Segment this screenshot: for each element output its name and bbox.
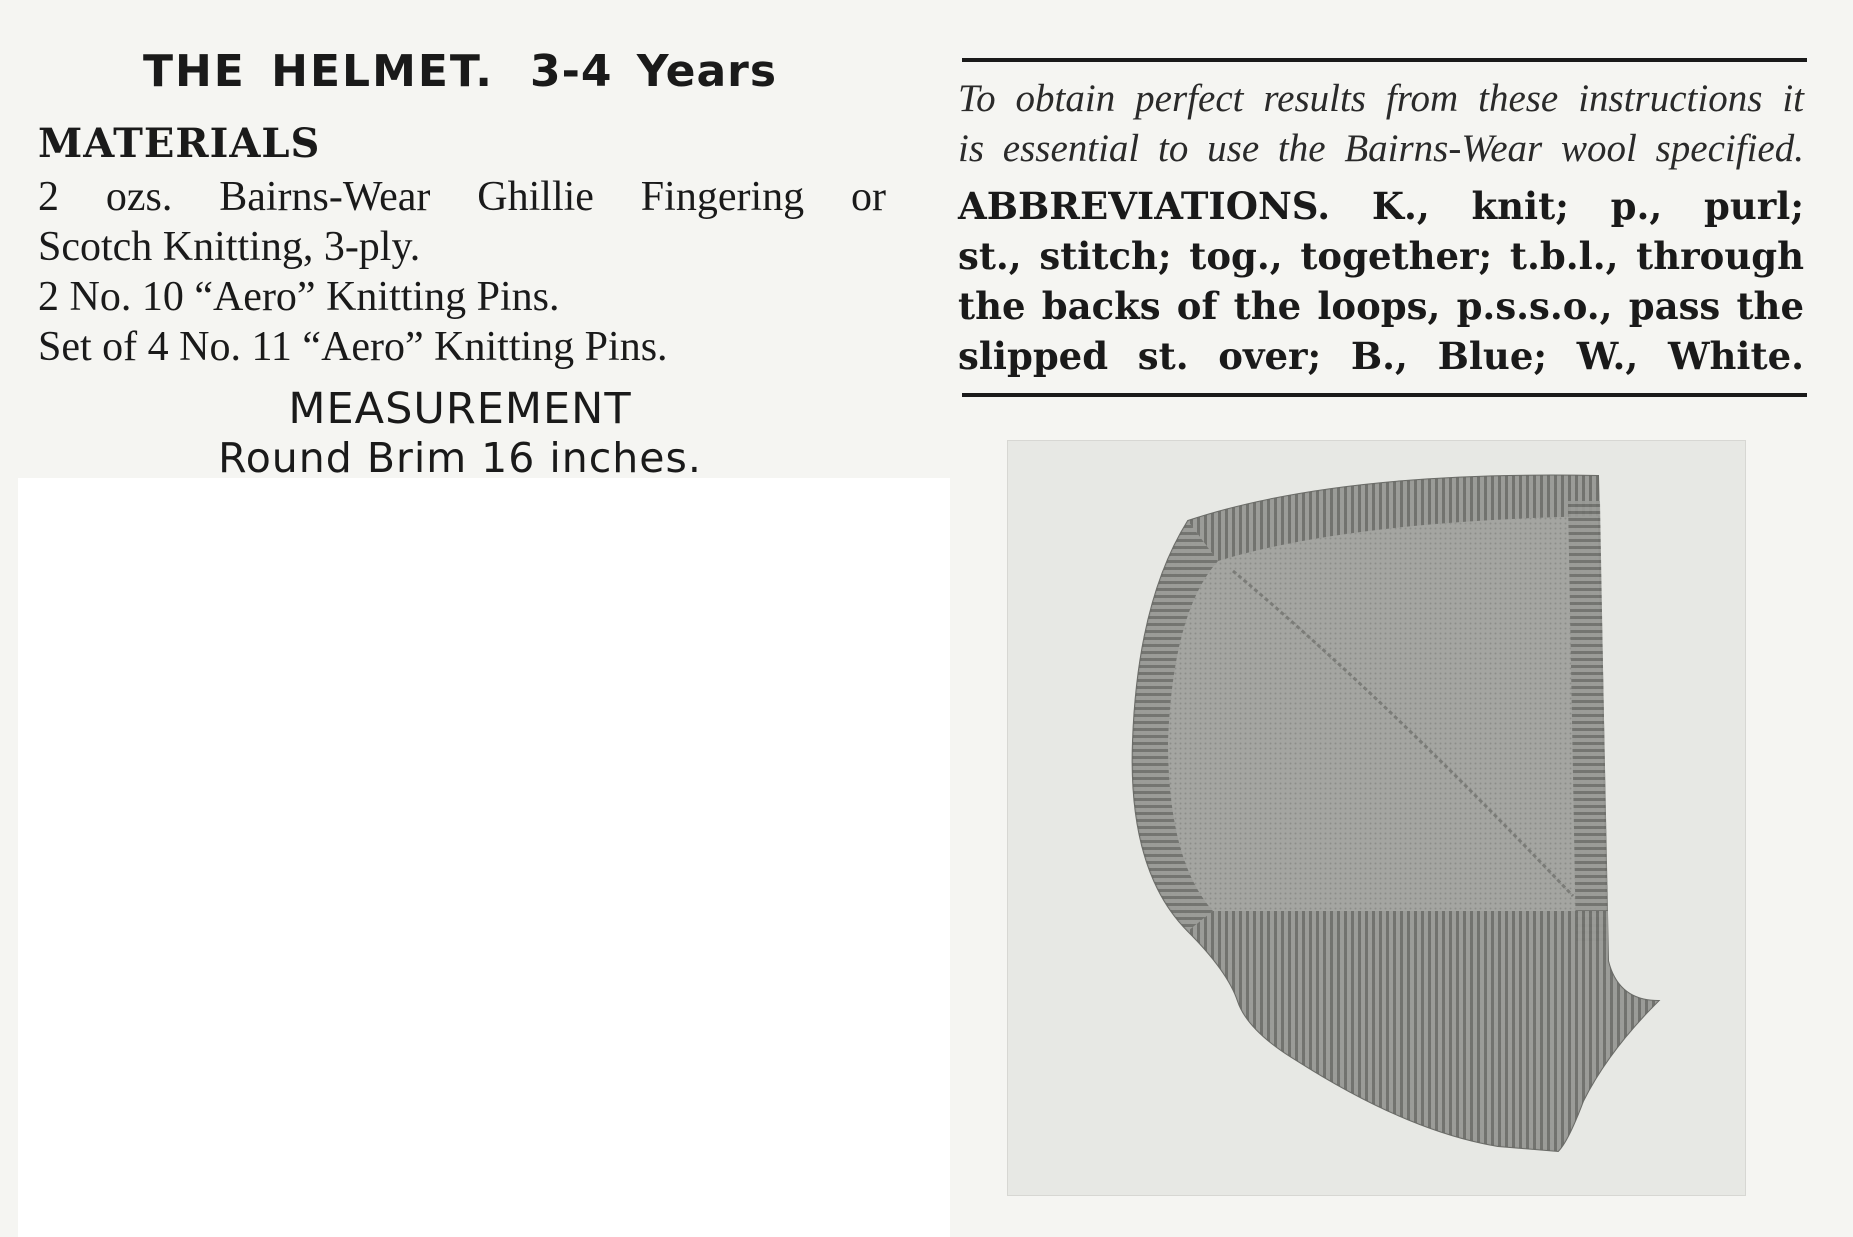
measurement-value: Round Brim 16 inches. <box>218 434 702 482</box>
measurement-heading: MEASUREMENT <box>288 384 632 434</box>
helmet-photo <box>1007 440 1746 1196</box>
materials-line: Scotch Knitting, 3-ply. <box>38 224 421 270</box>
wool-notice-line: To obtain perfect results from these instructions it <box>958 77 1804 120</box>
abbreviations-line: the backs of the loops, p.s.s.o., pass the <box>958 284 1804 328</box>
abbreviations-line: ABBREVIATIONS. K., knit; p., purl; <box>958 184 1804 228</box>
blank-area <box>18 478 950 1237</box>
materials-line: 2 ozs. Bairns-Wear Ghillie Fingering or <box>38 174 886 220</box>
size-text: 3-4 Years <box>529 46 778 97</box>
knitted-helmet-illustration <box>1008 441 1745 1195</box>
materials-line: Set of 4 No. 11 “Aero” Knitting Pins. <box>38 324 668 370</box>
materials-line: 2 No. 10 “Aero” Knitting Pins. <box>38 274 560 320</box>
top-divider <box>962 58 1807 62</box>
title-text: THE HELMET. <box>142 46 494 97</box>
abbreviations-line: st., stitch; tog., together; t.b.l., through <box>958 234 1804 278</box>
pattern-title <box>0 46 920 97</box>
bottom-divider <box>962 393 1807 397</box>
materials-heading: MATERIALS <box>38 120 321 167</box>
wool-notice-line: is essential to use the Bairns-Wear wool specified. <box>958 127 1804 170</box>
abbreviations-line: slipped st. over; B., Blue; W., White. <box>958 334 1804 378</box>
